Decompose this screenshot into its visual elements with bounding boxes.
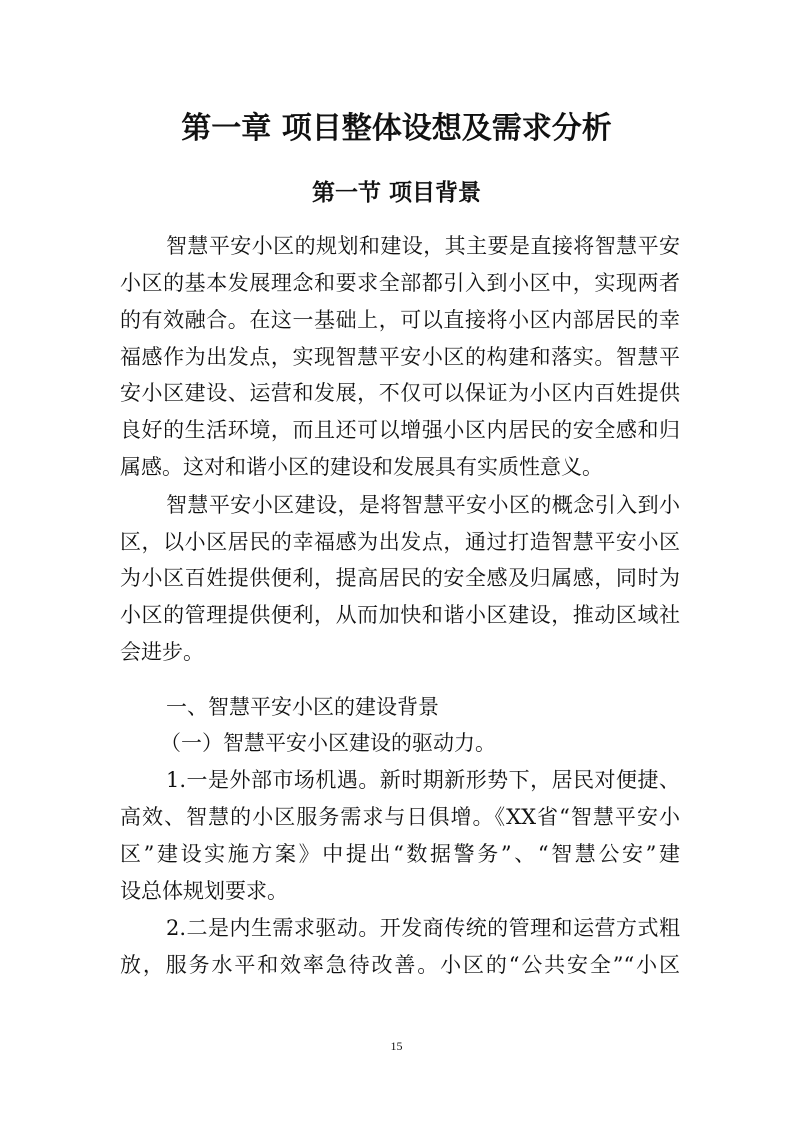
- text-line: 为小区百姓提供便利，提高居民的安全感及归属感，同时为: [120, 566, 680, 590]
- chapter-title: 第一章 项目整体设想及需求分析: [181, 111, 612, 146]
- page-number: 15: [390, 1039, 403, 1053]
- text-line: 小区的基本发展理念和要求全部都引入到小区中，实现两者: [120, 271, 680, 295]
- text-line: 区，以小区居民的幸福感为出发点，通过打造智慧平安小区: [120, 530, 680, 554]
- text-line: 设总体规划要求。: [120, 879, 288, 903]
- text-line: 福感作为出发点，实现智慧平安小区的构建和落实。智慧平: [120, 345, 680, 369]
- heading-level-1: 一、智慧平安小区的建设背景: [166, 695, 439, 719]
- text-line: 1.一是外部市场机遇。新时期新形势下，居民对便捷、: [166, 768, 680, 792]
- text-line: 的有效融合。在这一基础上，可以直接将小区内部居民的幸: [120, 308, 680, 332]
- text-line: 2.二是内生需求驱动。开发商传统的管理和运营方式粗: [166, 916, 680, 940]
- text-line: 高效、智慧的小区服务需求与日俱增。《XX省“智慧平安小: [120, 805, 680, 829]
- text-line: 安小区建设、运营和发展，不仅可以保证为小区内百姓提供: [120, 381, 680, 405]
- text-line: 属感。这对和谐小区的建设和发展具有实质性意义。: [120, 455, 603, 479]
- text-line: 智慧平安小区的规划和建设，其主要是直接将智慧平安: [166, 234, 680, 258]
- text-line: 智慧平安小区建设，是将智慧平安小区的概念引入到小: [166, 493, 680, 517]
- text-line: 会进步。: [120, 640, 204, 664]
- heading-level-2: （一）智慧平安小区建设的驱动力。: [160, 731, 496, 755]
- text-line: 放，服务水平和效率急待改善。小区的“公共安全”“小区: [120, 953, 680, 977]
- section-title: 第一节 项目背景: [311, 180, 481, 206]
- text-line: 良好的生活环境，而且还可以增强小区内居民的安全感和归: [120, 418, 680, 442]
- text-line: 区”建设实施方案》中提出“数据警务”、“智慧公安”建: [120, 842, 680, 866]
- text-line: 小区的管理提供便利，从而加快和谐小区建设，推动区域社: [120, 603, 680, 627]
